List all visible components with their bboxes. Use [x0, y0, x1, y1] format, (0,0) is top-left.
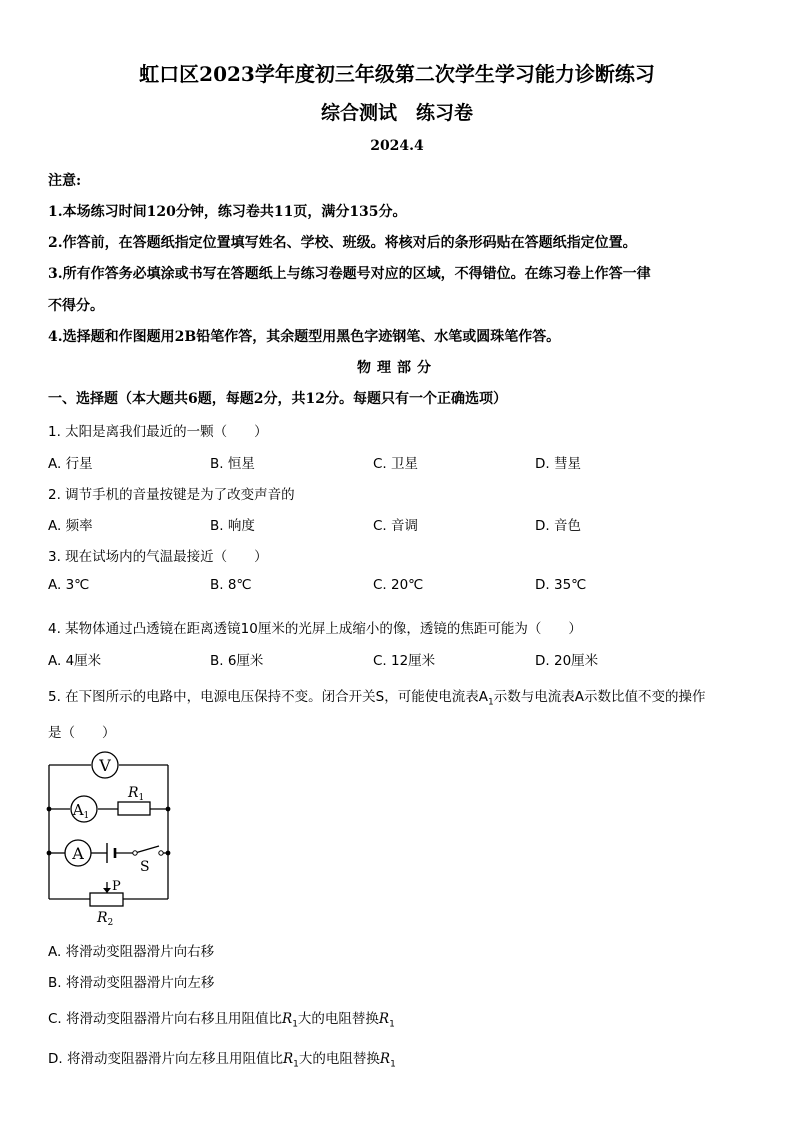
- question-4-option-c: C. 12厘米: [373, 653, 436, 669]
- switch-contact: [133, 851, 137, 855]
- part-title: 一、选择题（本大题共6题，每题2分，共12分。每题只有一个正确选项）: [48, 391, 507, 407]
- question-3-option-a: A. 3℃: [48, 577, 90, 593]
- note-item: 4.选择题和作图题用2B铅笔作答，其余题型用黑色字迹钢笔、水笔或圆珠笔作答。: [48, 329, 561, 345]
- question-5-option-c: C. 将滑动变阻器滑片向右移且用阻值比$R_1$大的电阻替换$R_1$: [48, 1011, 395, 1030]
- exam-subtitle: 综合测试 练习卷: [320, 102, 473, 124]
- ammeter-a-label: A: [72, 844, 84, 863]
- question-2-option-d: D. 音色: [535, 518, 581, 534]
- question-1-option-c: C. 卫星: [373, 456, 419, 472]
- question-4-stem: 4. 某物体通过凸透镜在距离透镜10厘米的光屏上成缩小的像，透镜的焦距可能为（ ）: [48, 621, 582, 637]
- note-item: 3.所有作答务必填涂或书写在答题纸上与练习卷题号对应的区域，不得错位。在练习卷上作答一律: [48, 266, 651, 282]
- question-5-stem-part-b: 示数与电流表A示数比值不变的操作: [493, 689, 706, 705]
- question-5-option-b: B. 将滑动变阻器滑片向左移: [48, 975, 215, 991]
- ammeter-a1-label: $A_1$: [72, 801, 90, 821]
- question-2-option-b: B. 响度: [210, 518, 255, 534]
- note-item: 1.本场练习时间120分钟，练习卷共11页，满分135分。: [48, 204, 407, 220]
- question-2-option-a: A. 频率: [48, 518, 93, 534]
- junction-dot: [166, 851, 171, 856]
- rheostat-r2-label: $R_2$: [97, 910, 114, 928]
- question-5-stem-continued: 是（ ）: [48, 725, 116, 741]
- switch-contact: [159, 851, 163, 855]
- section-title: 物理部分: [357, 360, 437, 376]
- exam-title: 虹口区2023学年度初三年级第二次学生学习能力诊断练习: [139, 62, 655, 86]
- question-4-option-b: B. 6厘米: [210, 653, 264, 669]
- question-2-option-c: C. 音调: [373, 518, 419, 534]
- question-1-option-b: B. 恒星: [210, 456, 255, 472]
- question-5-stem-sub: 1: [487, 697, 494, 708]
- question-2-stem: 2. 调节手机的音量按键是为了改变声音的: [48, 487, 295, 503]
- rheostat-r2: [90, 893, 123, 906]
- note-item: 不得分。: [48, 298, 104, 314]
- junction-dot: [47, 807, 52, 812]
- junction-dot: [47, 851, 52, 856]
- slider-arrow-icon: [103, 888, 111, 893]
- question-5-stem: [48, 685, 705, 708]
- resistor-r1-label: $R_1$: [128, 785, 145, 803]
- question-1-option-d: D. 彗星: [535, 456, 581, 472]
- question-3-option-c: C. 20℃: [373, 577, 424, 593]
- question-1-stem: 1. 太阳是离我们最近的一颗（ ）: [48, 424, 268, 440]
- notes-heading: 注意:: [48, 173, 82, 189]
- question-3-option-d: D. 35℃: [535, 577, 587, 593]
- question-1-option-a: A. 行星: [48, 456, 93, 472]
- switch-label: S: [140, 859, 150, 875]
- question-5-option-d: D. 将滑动变阻器滑片向左移且用阻值比$R_1$大的电阻替换$R_1$: [48, 1051, 396, 1070]
- voltmeter-label: V: [99, 756, 111, 775]
- circuit-diagram: [40, 748, 190, 928]
- slider-label: P: [112, 879, 121, 894]
- question-3-stem: 3. 现在试场内的气温最接近（ ）: [48, 549, 268, 565]
- junction-dot: [166, 807, 171, 812]
- question-3-option-b: B. 8℃: [210, 577, 252, 593]
- question-5-stem-part-a: 5. 在下图所示的电路中，电源电压保持不变。闭合开关S，可能使电流表A: [48, 689, 488, 705]
- question-5-option-a: A. 将滑动变阻器滑片向右移: [48, 944, 215, 960]
- exam-date: 2024.4: [370, 138, 424, 154]
- resistor-r1: [118, 802, 150, 815]
- question-4-option-a: A. 4厘米: [48, 653, 102, 669]
- note-item: 2.作答前，在答题纸指定位置填写姓名、学校、班级。将核对后的条形码贴在答题纸指定位置。: [48, 235, 637, 251]
- question-4-option-d: D. 20厘米: [535, 653, 599, 669]
